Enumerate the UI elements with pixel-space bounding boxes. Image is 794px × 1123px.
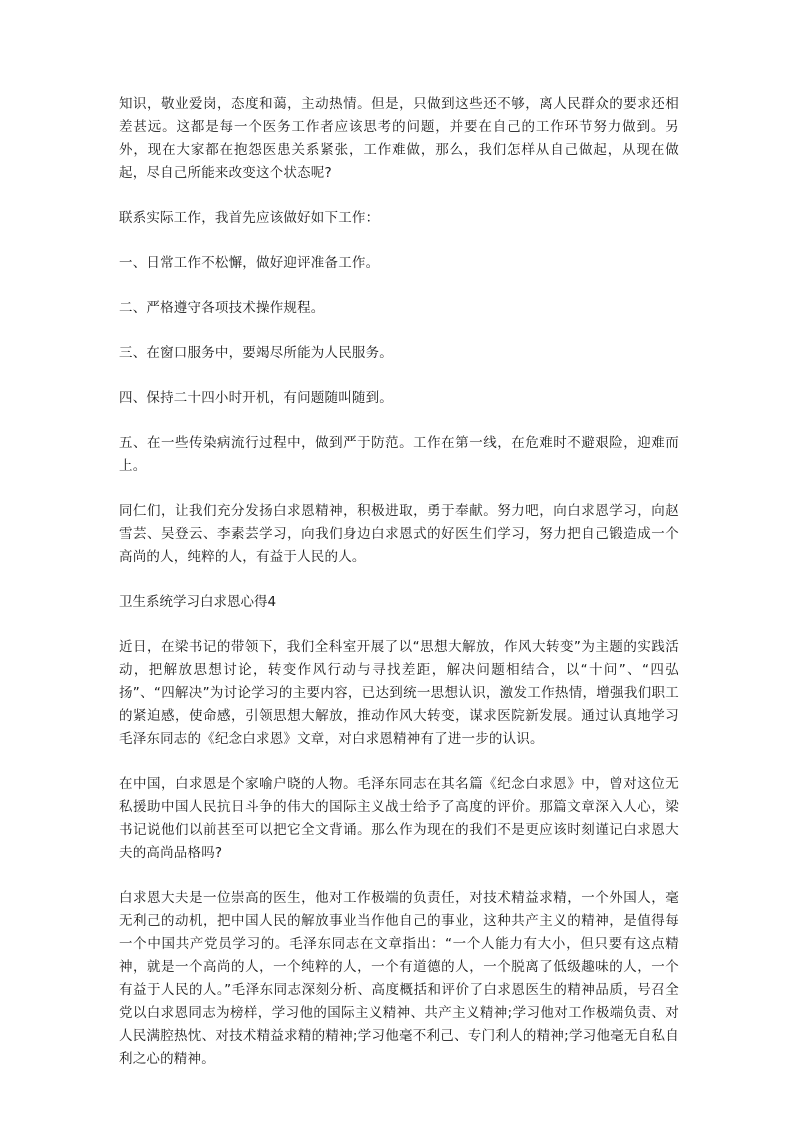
paragraph-work-list-intro: 联系实际工作，我首先应该做好如下工作： (119, 210, 380, 226)
paragraph-bethune-spirit: 白求恩大夫是一位崇高的医生，他对工作极端的负责任，对技术精益求精，一个外国人，毫无利己的动机，把中国人民的解放事业当作他自己的事业，这种共产主义的精神，是值得每一个中国共产党员学习的。毛泽东同志在文章指出：“一个人能力有大小，但只要有这点精神，就是一个高尚的人，一个纯粹的人，一个有道德的人，一个脱离了低级趣味的人，一个有益于人民的人。”毛泽东同志深刻分析、高度概括和评价了白求恩医生的精神品质，号召全党以白求恩同志为榜样，学习他的国际主义精神、共产主义精神;学习他对工作极端负责、对人民满腔热忱、对技术精益求精的精神;学习他毫不利己、专门利人的精神;学习他毫无自私自利之心的精神。 (119, 890, 679, 1067)
list-item-3: 三、在窗口服务中，要竭尽所能为人民服务。 (119, 345, 393, 361)
list-item-4: 四、保持二十四小时开机，有问题随叫随到。 (119, 390, 393, 406)
section-heading: 卫生系统学习白求恩心得4 (119, 594, 277, 610)
paragraph-intro: 知识，敬业爱岗，态度和蔼，主动热情。但是，只做到这些还不够，离人民群众的要求还相差甚远。这都是每一个医务工作者应该思考的问题，并要在自己的工作环节努力做到。另外，现在大家都在抱怨医患关系紧张，工作难做，那么，我们怎样从自己做起，从现在做起，尽自己所能来改变这个状态呢? (119, 96, 679, 181)
paragraph-activity: 近日，在梁书记的带领下，我们全科室开展了以“思想大解放，作风大转变”为主题的实践活动，把解放思想讨论，转变作风行动与寻找差距，解决问题相结合，以“十问”、“四弘扬”、“四解决”为讨论学习的主要内容，已达到统一思想认识，激发工作热情，增强我们职工的紧迫感，使命感，引领思想大解放，推动作风大转变，谋求医院新发展。通过认真地学习毛泽东同志的《纪念白求恩》文章，对白求恩精神有了进一步的认识。 (119, 639, 679, 747)
document-page (119, 93, 679, 1093)
list-item-1: 一、日常工作不松懈，做好迎评准备工作。 (119, 255, 380, 271)
paragraph-call-to-action: 同仁们，让我们充分发扬白求恩精神，积极进取，勇于奉献。努力吧，向白求恩学习，向赵雪芸、吴登云、李素芸学习，向我们身边白求恩式的好医生们学习，努力把自己锻造成一个高尚的人，纯粹的人，有益于人民的人。 (119, 503, 679, 565)
list-item-5: 五、在一些传染病流行过程中，做到严于防范。工作在第一线，在危难时不避艰险，迎难而上。 (119, 435, 679, 474)
paragraph-bethune-china: 在中国，白求恩是个家喻户晓的人物。毛泽东同志在其名篇《纪念白求恩》中，曾对这位无私援助中国人民抗日斗争的伟大的国际主义战士给予了高度的评价。那篇文章深入人心，梁书记说他们以前甚至可以把它全文背诵。那么作为现在的我们不是更应该时刻谨记白求恩大夫的高尚品格吗? (119, 776, 679, 861)
list-item-2: 二、严格遵守各项技术操作规程。 (119, 300, 325, 316)
